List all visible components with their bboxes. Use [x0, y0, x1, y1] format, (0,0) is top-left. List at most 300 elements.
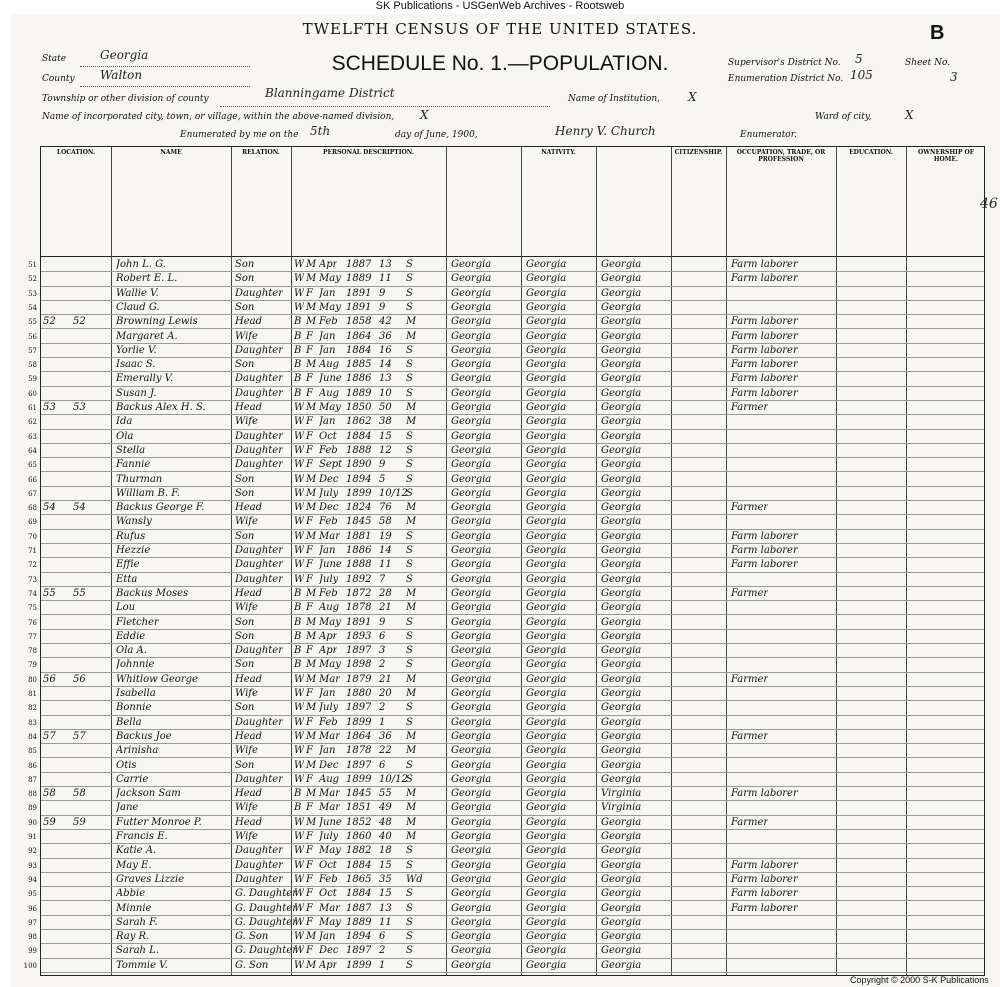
birthplace-person: Georgia [451, 444, 492, 456]
table-row [28, 544, 984, 558]
birth-month: May [319, 402, 341, 413]
sex: F [306, 831, 313, 842]
relation: Head [235, 673, 263, 685]
sex: F [306, 845, 313, 857]
marital-status: S [406, 759, 413, 771]
birthplace-father: Georgia [526, 730, 567, 742]
birth-year: 1899 [346, 487, 372, 499]
marital-status: S [406, 287, 413, 299]
birthplace-mother: Georgia [601, 330, 642, 342]
birthplace-mother: Georgia [601, 402, 642, 413]
birth-year: 1851 [346, 802, 372, 814]
sex: M [306, 959, 317, 971]
birthplace-person: Georgia [451, 859, 492, 871]
color: B [294, 387, 302, 399]
birth-year: 1884 [346, 344, 372, 356]
person-name: Lou [116, 602, 136, 614]
line-number: 91 [28, 833, 37, 841]
birth-year: 1882 [346, 845, 372, 857]
birthplace-father: Georgia [526, 430, 567, 442]
birth-month: Mar [319, 530, 340, 542]
color: W [294, 287, 305, 299]
birth-year: 1890 [346, 459, 372, 471]
line-number: 66 [28, 475, 37, 484]
marital-status: S [406, 773, 413, 785]
birth-year: 1865 [346, 873, 372, 885]
person-name: Minnie [116, 902, 152, 914]
relation: Daughter [235, 859, 283, 871]
birthplace-father: Georgia [526, 573, 567, 585]
enum-day: 5th [310, 124, 331, 138]
occupation: Farm laborer [731, 530, 798, 542]
relation: Head [235, 402, 263, 413]
relation: Son [235, 616, 255, 628]
col-occupation: OCCUPATION, TRADE, OR PROFESSION [736, 149, 826, 163]
color: W [294, 559, 305, 571]
birthplace-father: Georgia [526, 831, 567, 842]
side-number: 46 [980, 196, 998, 212]
dwelling-number: 54 [43, 502, 56, 514]
birthplace-person: Georgia [451, 545, 492, 556]
sex: F [306, 602, 313, 614]
marital-status: S [406, 845, 413, 857]
relation: Wife [235, 602, 258, 614]
birthplace-father: Georgia [526, 788, 567, 800]
person-name: Backus Moses [116, 587, 189, 599]
table-row [28, 716, 984, 730]
color: W [294, 916, 305, 928]
birthplace-mother: Georgia [601, 516, 642, 528]
birth-year: 1852 [346, 816, 372, 828]
birthplace-mother: Georgia [601, 344, 642, 356]
age: 13 [379, 902, 392, 914]
person-name: Backus Joe [116, 730, 172, 742]
birthplace-person: Georgia [451, 716, 492, 728]
marital-status: S [406, 530, 413, 542]
line-number: 69 [28, 518, 37, 527]
table-row [28, 687, 984, 701]
sex: F [306, 444, 313, 456]
birth-month: Sept [319, 459, 343, 471]
birthplace-mother: Georgia [601, 945, 642, 957]
birthplace-father: Georgia [526, 402, 567, 413]
relation: G. Son [235, 931, 269, 943]
sex: M [306, 730, 317, 742]
person-name: Sarah L. [116, 945, 159, 957]
line-number: 94 [28, 875, 37, 884]
person-name: Thurman [116, 473, 163, 485]
sex: F [306, 344, 313, 356]
birthplace-father: Georgia [526, 959, 567, 971]
birth-year: 1885 [346, 359, 372, 371]
birth-year: 1892 [346, 573, 372, 585]
person-name: Abbie [116, 888, 146, 900]
birth-month: Dec [319, 502, 339, 514]
age: 10 [379, 387, 392, 399]
marital-status: S [406, 444, 413, 456]
dwelling-number: 58 [43, 788, 56, 800]
line-number: 73 [28, 575, 37, 584]
occupation: Farm laborer [731, 330, 798, 342]
person-name: Francis E. [116, 831, 168, 842]
relation: Son [235, 273, 255, 285]
table-row [28, 287, 984, 301]
table-row [28, 415, 984, 429]
person-name: Stella [116, 444, 146, 456]
line-number: 55 [28, 318, 37, 327]
birthplace-father: Georgia [526, 316, 567, 328]
line-number: 58 [28, 361, 37, 370]
line-number: 93 [28, 861, 37, 870]
relation: Daughter [235, 716, 283, 728]
birth-month: June [319, 373, 342, 385]
line-number: 68 [28, 504, 37, 513]
age: 10/12 [379, 773, 408, 785]
person-name: Jane [116, 802, 139, 814]
marital-status: M [406, 587, 417, 599]
relation: Head [235, 587, 263, 599]
birth-month: Feb [319, 587, 338, 599]
birth-year: 1881 [346, 530, 372, 542]
line-number: 60 [28, 389, 37, 398]
person-name: Claud G. [116, 301, 160, 313]
table-row [28, 830, 984, 844]
person-name: Robert E. L. [116, 273, 178, 285]
table-row [28, 387, 984, 401]
supervisor-label: Supervisor's District No. [728, 58, 841, 68]
birthplace-father: Georgia [526, 645, 567, 657]
line-number: 65 [28, 461, 37, 470]
relation: Son [235, 259, 255, 270]
birthplace-father: Georgia [526, 688, 567, 699]
person-name: William B. F. [116, 487, 180, 499]
occupation: Farmer [731, 673, 769, 685]
birth-year: 1878 [346, 602, 372, 614]
birth-month: Apr [319, 630, 338, 642]
sex: F [306, 745, 313, 757]
birthplace-mother: Georgia [601, 845, 642, 857]
line-number: 85 [28, 747, 37, 756]
occupation: Farmer [731, 730, 769, 742]
birth-year: 1889 [346, 273, 372, 285]
birthplace-mother: Georgia [601, 616, 642, 628]
township-label: Township or other division of county [42, 94, 209, 104]
birth-month: Mar [319, 673, 340, 685]
enum-label-a: Enumerated by me on the [180, 130, 299, 140]
birth-month: May [319, 616, 341, 628]
age: 21 [379, 673, 392, 685]
relation: Head [235, 730, 263, 742]
birthplace-person: Georgia [451, 873, 492, 885]
color: W [294, 859, 305, 871]
person-name: Bella [116, 716, 142, 728]
color: W [294, 516, 305, 528]
relation: Daughter [235, 387, 283, 399]
birth-month: Jan [319, 287, 336, 299]
birthplace-father: Georgia [526, 387, 567, 399]
table-row [28, 344, 984, 358]
color: W [294, 831, 305, 842]
table-row [28, 701, 984, 715]
table-row [28, 673, 984, 687]
birthplace-father: Georgia [526, 916, 567, 928]
relation: Daughter [235, 373, 283, 385]
birthplace-person: Georgia [451, 287, 492, 299]
birth-month: Oct [319, 430, 337, 442]
marital-status: S [406, 945, 413, 957]
birthplace-person: Georgia [451, 759, 492, 771]
birth-year: 1858 [346, 316, 372, 328]
birthplace-person: Georgia [451, 802, 492, 814]
marital-status: S [406, 301, 413, 313]
birthplace-father: Georgia [526, 659, 567, 671]
age: 2 [379, 702, 386, 714]
birth-year: 1897 [346, 759, 372, 771]
birth-month: May [319, 301, 341, 313]
birthplace-mother: Georgia [601, 659, 642, 671]
birthplace-mother: Georgia [601, 816, 642, 828]
relation: Daughter [235, 287, 283, 299]
person-name: Effie [116, 559, 140, 571]
marital-status: S [406, 888, 413, 900]
sex: F [306, 459, 313, 471]
institution-value: X [688, 90, 697, 104]
birthplace-father: Georgia [526, 759, 567, 771]
table-row [28, 744, 984, 758]
color: W [294, 845, 305, 857]
birth-month: Feb [319, 516, 338, 528]
relation: Son [235, 487, 255, 499]
birthplace-father: Georgia [526, 716, 567, 728]
birthplace-father: Georgia [526, 559, 567, 571]
person-name: Backus Alex H. S. [116, 402, 206, 413]
age: 9 [379, 616, 386, 628]
birthplace-person: Georgia [451, 316, 492, 328]
age: 5 [379, 473, 386, 485]
person-name: Fletcher [116, 616, 159, 628]
relation: Wife [235, 831, 258, 842]
birthplace-mother: Georgia [601, 459, 642, 471]
family-number: 58 [73, 788, 86, 800]
marital-status: S [406, 273, 413, 285]
sheet-no-value: 3 [950, 70, 958, 84]
table-row [28, 258, 984, 272]
birthplace-father: Georgia [526, 502, 567, 514]
birthplace-father: Georgia [526, 273, 567, 285]
relation: Head [235, 816, 263, 828]
birthplace-person: Georgia [451, 602, 492, 614]
table-row [28, 330, 984, 344]
sheet-letter: B [930, 22, 945, 44]
table-row [28, 944, 984, 958]
line-number: 53 [28, 289, 37, 298]
birthplace-person: Georgia [451, 359, 492, 371]
birthplace-person: Georgia [451, 773, 492, 785]
person-name: Sarah F. [116, 916, 158, 928]
birth-year: 1879 [346, 673, 372, 685]
state-label: State [42, 54, 67, 64]
dwelling-number: 52 [43, 316, 56, 328]
marital-status: S [406, 373, 413, 385]
birth-year: 1886 [346, 545, 372, 556]
occupation: Farm laborer [731, 273, 798, 285]
marital-status: S [406, 902, 413, 914]
person-name: Margaret A. [116, 330, 178, 342]
relation: Head [235, 788, 263, 800]
birthplace-mother: Georgia [601, 630, 642, 642]
table-row [28, 658, 984, 672]
age: 6 [379, 630, 386, 642]
enumerator-name: Henry V. Church [555, 124, 656, 138]
sex: F [306, 645, 313, 657]
marital-status: M [406, 402, 417, 413]
birthplace-mother: Georgia [601, 873, 642, 885]
table-row [28, 759, 984, 773]
sex: M [306, 273, 317, 285]
birth-year: 1894 [346, 473, 372, 485]
relation: Wife [235, 516, 258, 528]
birth-year: 1893 [346, 630, 372, 642]
age: 15 [379, 859, 392, 871]
table-row [28, 873, 984, 887]
sex: F [306, 373, 313, 385]
sex: F [306, 888, 313, 900]
birthplace-mother: Georgia [601, 673, 642, 685]
age: 40 [379, 831, 392, 842]
marital-status: M [406, 330, 417, 342]
birth-year: 1845 [346, 788, 372, 800]
birthplace-person: Georgia [451, 902, 492, 914]
color: B [294, 330, 302, 342]
birthplace-mother: Georgia [601, 859, 642, 871]
birthplace-father: Georgia [526, 873, 567, 885]
relation: Daughter [235, 873, 283, 885]
marital-status: Wd [406, 873, 423, 885]
birthplace-person: Georgia [451, 430, 492, 442]
sex: M [306, 259, 317, 270]
family-number: 57 [73, 730, 86, 742]
line-number: 95 [28, 890, 37, 899]
occupation: Farm laborer [731, 788, 798, 800]
line-number: 79 [28, 661, 37, 670]
marital-status: S [406, 359, 413, 371]
birthplace-person: Georgia [451, 330, 492, 342]
table-row [28, 930, 984, 944]
enum-label-b: day of June, 1900, [395, 130, 478, 140]
marital-status: M [406, 688, 417, 699]
relation: Son [235, 630, 255, 642]
col-personal: PERSONAL DESCRIPTION. [323, 149, 414, 156]
birth-month: Feb [319, 716, 338, 728]
birth-year: 1888 [346, 444, 372, 456]
birthplace-father: Georgia [526, 545, 567, 556]
occupation: Farm laborer [731, 359, 798, 371]
age: 36 [379, 330, 392, 342]
birthplace-person: Georgia [451, 630, 492, 642]
table-row [28, 887, 984, 901]
marital-status: S [406, 616, 413, 628]
color: W [294, 902, 305, 914]
sex: F [306, 545, 313, 556]
sex: M [306, 316, 317, 328]
marital-status: S [406, 259, 413, 270]
person-name: Jackson Sam [116, 788, 181, 800]
birth-month: July [319, 487, 339, 499]
birthplace-mother: Georgia [601, 444, 642, 456]
birthplace-father: Georgia [526, 673, 567, 685]
family-number: 55 [73, 587, 86, 599]
person-name: Katie A. [116, 845, 157, 857]
color: W [294, 888, 305, 900]
schedule-title: SCHEDULE No. 1.—POPULATION. [331, 52, 669, 75]
age: 15 [379, 888, 392, 900]
birth-month: Jan [319, 416, 336, 428]
marital-status: S [406, 430, 413, 442]
birthplace-person: Georgia [451, 916, 492, 928]
relation: G. Daughter [235, 888, 297, 900]
occupation: Farm laborer [731, 316, 798, 328]
color: W [294, 444, 305, 456]
age: 1 [379, 959, 386, 971]
birthplace-mother: Georgia [601, 387, 642, 399]
supervisor-value: 5 [855, 52, 863, 66]
sex: M [306, 659, 317, 671]
line-number: 51 [28, 261, 37, 269]
table-row [28, 573, 984, 587]
table-row [28, 473, 984, 487]
relation: Daughter [235, 444, 283, 456]
table-row [23, 959, 984, 973]
birth-year: 1884 [346, 859, 372, 871]
birthplace-person: Georgia [451, 959, 492, 971]
sex: M [306, 702, 317, 714]
marital-status: M [406, 416, 417, 428]
line-number: 80 [28, 675, 37, 684]
age: 7 [379, 573, 386, 585]
person-name: Tommie V. [116, 959, 168, 971]
dwelling-number: 59 [43, 816, 56, 828]
ward-value: X [905, 108, 914, 122]
relation: Daughter [235, 845, 283, 857]
marital-status: M [406, 831, 417, 842]
birth-year: 1897 [346, 645, 372, 657]
birthplace-mother: Georgia [601, 473, 642, 485]
person-name: Graves Lizzie [116, 873, 185, 885]
color: W [294, 459, 305, 471]
birth-month: Apr [319, 259, 338, 270]
marital-status: M [406, 316, 417, 328]
birthplace-mother: Georgia [601, 502, 642, 514]
table-row [28, 501, 984, 515]
birth-month: Jan [319, 688, 336, 699]
birthplace-father: Georgia [526, 702, 567, 714]
relation: Wife [235, 802, 258, 814]
line-number: 90 [28, 818, 37, 827]
birthplace-mother: Georgia [601, 745, 642, 757]
birthplace-mother: Georgia [601, 301, 642, 313]
age: 50 [379, 402, 392, 413]
col-name: NAME [160, 149, 182, 156]
birth-month: Mar [319, 788, 340, 800]
birthplace-person: Georgia [451, 730, 492, 742]
relation: G. Daughter [235, 945, 297, 957]
birthplace-father: Georgia [526, 859, 567, 871]
col-ownership: OWNERSHIP OF HOME. [918, 149, 974, 163]
table-row [28, 902, 984, 916]
birthplace-father: Georgia [526, 888, 567, 900]
birthplace-person: Georgia [451, 502, 492, 514]
person-name: Carrie [116, 773, 149, 785]
